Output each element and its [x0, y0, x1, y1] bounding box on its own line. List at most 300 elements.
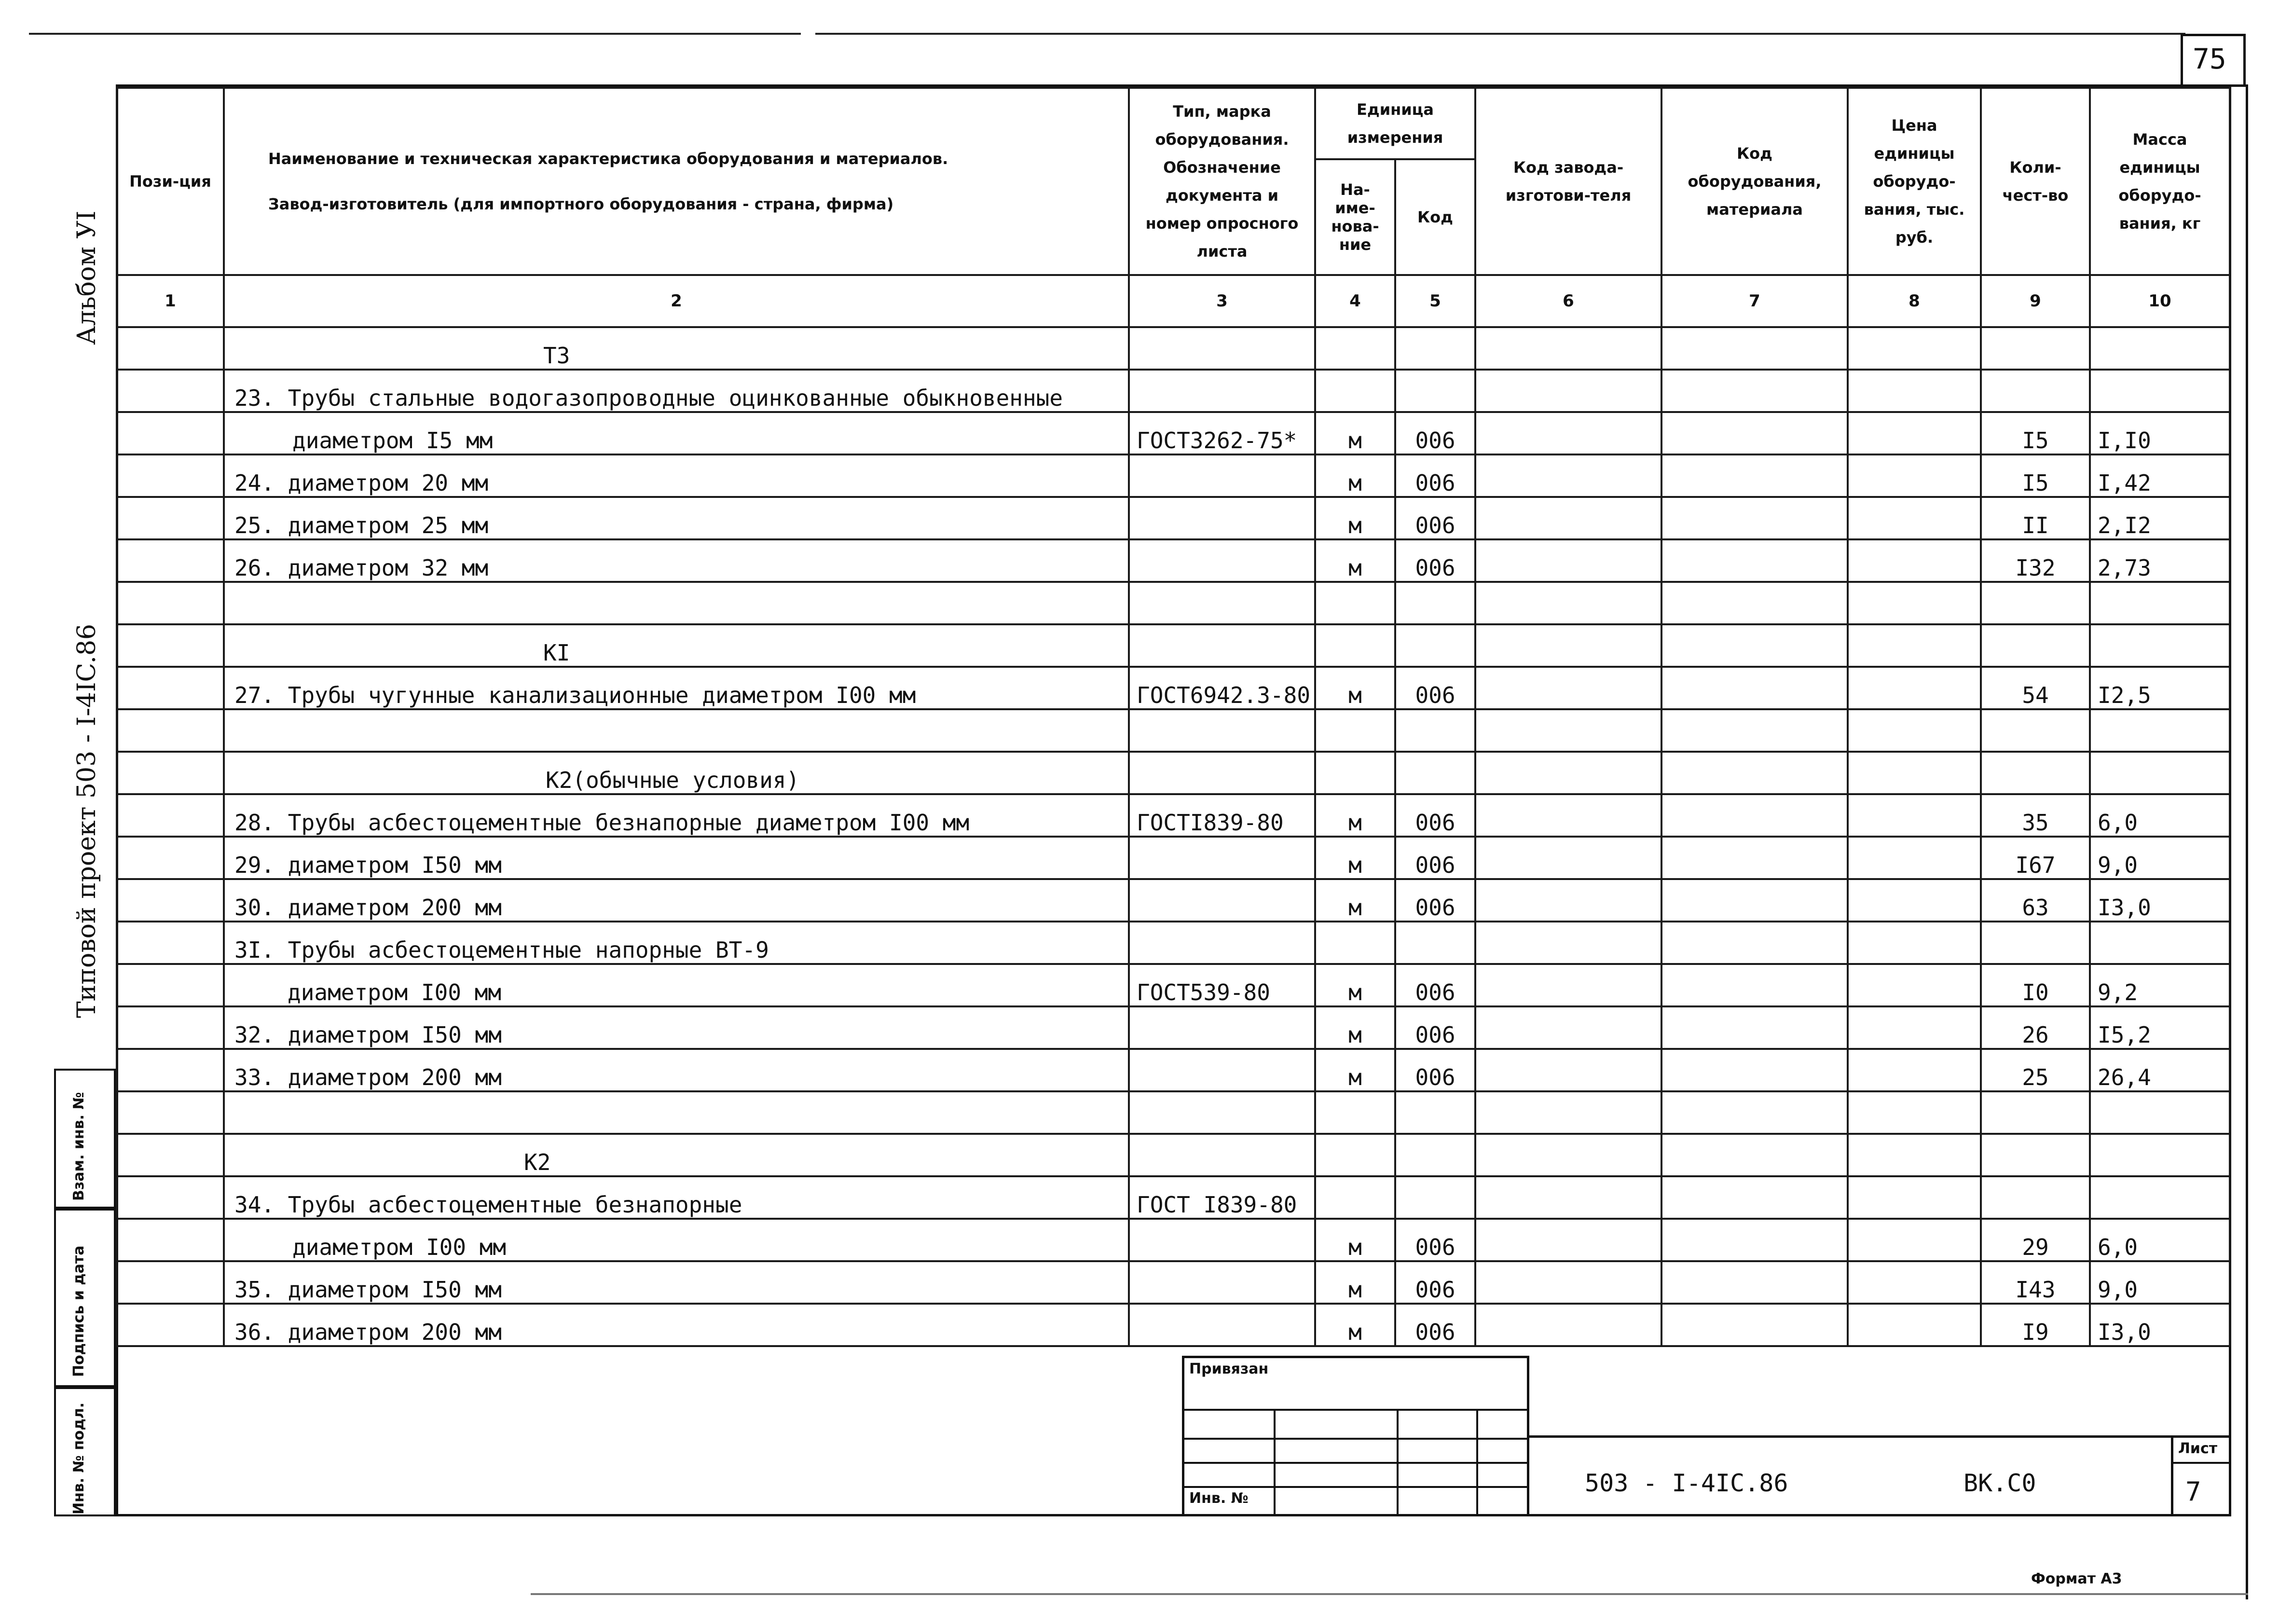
- cell-name-text: 33. диаметром 200 мм: [234, 1064, 502, 1090]
- cell-unit-text: м: [1348, 1022, 1362, 1048]
- col-number: 9: [1981, 275, 2090, 327]
- cell-mass: [2090, 667, 2230, 709]
- cell-equip-code: [1661, 370, 1848, 412]
- header-unit-name: На-име-нова-ние: [1315, 159, 1395, 275]
- cell-type: [1129, 1091, 1315, 1134]
- table-row: [117, 1219, 2230, 1261]
- cell-price: [1848, 667, 1981, 709]
- cell-price: [1848, 1006, 1981, 1049]
- cell-pos: [117, 1261, 224, 1304]
- cell-pos: [117, 497, 224, 539]
- cell-qty: [1981, 624, 2090, 667]
- cell-equip-code: [1661, 327, 1848, 370]
- cell-name: [224, 879, 1129, 922]
- cell-pos: [117, 624, 224, 667]
- cell-name: [224, 454, 1129, 497]
- cell-factory-code: [1475, 327, 1661, 370]
- cell-code-text: 006: [1415, 810, 1455, 836]
- cell-name: [224, 1304, 1129, 1346]
- cell-type: [1129, 624, 1315, 667]
- cell-code-text: 006: [1415, 1064, 1455, 1090]
- cell-equip-code: [1661, 837, 1848, 879]
- cell-pos: [117, 964, 224, 1006]
- cell-unit: [1315, 582, 1395, 624]
- table-row: [117, 752, 2230, 794]
- cell-mass: [2090, 1049, 2230, 1091]
- cell-price: [1848, 412, 1981, 454]
- cell-unit: [1315, 1176, 1395, 1219]
- cell-type: [1129, 1304, 1315, 1346]
- cell-pos: [117, 582, 224, 624]
- cell-pos: [117, 1049, 224, 1091]
- cell-name-text: 32. диаметром I50 мм: [234, 1022, 502, 1048]
- cell-qty-text: I5: [2022, 470, 2049, 496]
- cell-type: [1129, 794, 1315, 837]
- cell-mass-text: I,I0: [2098, 427, 2151, 454]
- cell-qty: [1981, 1176, 2090, 1219]
- cell-equip-code: [1661, 752, 1848, 794]
- cell-equip-code: [1661, 1219, 1848, 1261]
- cell-unit: [1315, 1091, 1395, 1134]
- cell-mass-text: I3,0: [2098, 895, 2151, 921]
- header-pos: Пози-ция: [117, 88, 224, 275]
- col-number: 8: [1848, 275, 1981, 327]
- right-edge-line: [2246, 84, 2248, 1599]
- cell-code-text: 006: [1415, 852, 1455, 878]
- cell-price: [1848, 1134, 1981, 1176]
- cell-pos: [117, 454, 224, 497]
- cell-factory-code: [1475, 1304, 1661, 1346]
- cell-unit: [1315, 1219, 1395, 1261]
- cell-pos: [117, 837, 224, 879]
- cell-code: [1395, 1304, 1475, 1346]
- cell-unit: [1315, 327, 1395, 370]
- cell-name-text: K2(обычные условия): [546, 767, 800, 793]
- cell-code-text: 006: [1415, 470, 1455, 496]
- cell-name-text: диаметром I00 мм: [292, 1234, 507, 1260]
- cell-code: [1395, 497, 1475, 539]
- cell-mass: [2090, 370, 2230, 412]
- cell-unit: [1315, 1006, 1395, 1049]
- cell-code: [1395, 752, 1475, 794]
- cell-name-text: 24. диаметром 20 мм: [234, 470, 489, 496]
- cell-unit-text: м: [1348, 682, 1362, 708]
- cell-mass: [2090, 412, 2230, 454]
- cell-type: [1129, 1134, 1315, 1176]
- cell-type-text: ГОСТ3262-75*: [1137, 427, 1297, 454]
- cell-pos: [117, 1219, 224, 1261]
- cell-qty-text: I9: [2022, 1319, 2049, 1345]
- cell-price: [1848, 964, 1981, 1006]
- cell-qty: [1981, 497, 2090, 539]
- col-number: 4: [1315, 275, 1395, 327]
- cell-pos: [117, 370, 224, 412]
- cell-equip-code: [1661, 667, 1848, 709]
- cell-name: [224, 752, 1129, 794]
- cell-qty: [1981, 879, 2090, 922]
- cell-code: [1395, 1006, 1475, 1049]
- cell-code: [1395, 327, 1475, 370]
- table-row: [117, 837, 2230, 879]
- table-row: [117, 412, 2230, 454]
- cell-unit-text: м: [1348, 555, 1362, 581]
- cell-name-text: 3I. Трубы асбестоцементные напорные ВТ-9: [234, 937, 769, 963]
- cell-unit: [1315, 964, 1395, 1006]
- cell-mass: [2090, 1006, 2230, 1049]
- cell-equip-code: [1661, 1006, 1848, 1049]
- cell-unit: [1315, 1304, 1395, 1346]
- sheet-number: 7: [2185, 1476, 2201, 1507]
- cell-factory-code: [1475, 752, 1661, 794]
- cell-unit-text: м: [1348, 852, 1362, 878]
- cell-code-text: 006: [1415, 1277, 1455, 1303]
- stamp-podpis: [54, 1209, 116, 1387]
- cell-factory-code: [1475, 624, 1661, 667]
- cell-name: [224, 667, 1129, 709]
- cell-unit-text: м: [1348, 810, 1362, 836]
- cell-unit-text: м: [1348, 895, 1362, 921]
- cell-price: [1848, 624, 1981, 667]
- cell-pos: [117, 922, 224, 964]
- table-row: [117, 1134, 2230, 1176]
- cell-code: [1395, 922, 1475, 964]
- cell-code: [1395, 582, 1475, 624]
- cell-factory-code: [1475, 1261, 1661, 1304]
- cell-price: [1848, 1261, 1981, 1304]
- cell-code: [1395, 1219, 1475, 1261]
- cell-factory-code: [1475, 964, 1661, 1006]
- cell-equip-code: [1661, 879, 1848, 922]
- cell-factory-code: [1475, 497, 1661, 539]
- cell-mass: [2090, 327, 2230, 370]
- cell-type: [1129, 709, 1315, 752]
- cell-type: [1129, 922, 1315, 964]
- cell-name-text: 25. диаметром 25 мм: [234, 512, 489, 538]
- cell-type-text: ГОСТ539-80: [1137, 979, 1270, 1005]
- cell-type: [1129, 1219, 1315, 1261]
- cell-factory-code: [1475, 837, 1661, 879]
- header-name-line1: Наименование и техническая характеристика оборудования и материалов.: [268, 150, 948, 168]
- cell-price: [1848, 922, 1981, 964]
- cell-pos: [117, 539, 224, 582]
- cell-name-text: диаметром I00 мм: [288, 979, 502, 1005]
- table-row: [117, 539, 2230, 582]
- cell-name-text: 36. диаметром 200 мм: [234, 1319, 502, 1345]
- col-number: 1: [117, 275, 224, 327]
- cell-qty-text: 25: [2022, 1064, 2049, 1090]
- stamp-podpis-label: Подпись и дата: [70, 1245, 87, 1377]
- cell-type: [1129, 1176, 1315, 1219]
- cell-mass-text: 6,0: [2098, 810, 2138, 836]
- cell-name-text: 30. диаметром 200 мм: [234, 895, 502, 921]
- table-row: [117, 1261, 2230, 1304]
- cell-code: [1395, 1261, 1475, 1304]
- cell-mass-text: 9,0: [2098, 852, 2138, 878]
- format-label: Формат А3: [2031, 1570, 2122, 1587]
- cell-type: [1129, 752, 1315, 794]
- cell-qty-text: 26: [2022, 1022, 2049, 1048]
- cell-unit: [1315, 624, 1395, 667]
- cell-pos: [117, 1006, 224, 1049]
- cell-unit-text: м: [1348, 427, 1362, 454]
- tb-line: [1529, 1435, 2231, 1438]
- cell-equip-code: [1661, 412, 1848, 454]
- cell-qty: [1981, 1006, 2090, 1049]
- specification-table: [116, 87, 2231, 1347]
- album-label: Альбом УI: [72, 210, 101, 345]
- cell-code-text: 006: [1415, 512, 1455, 538]
- col-number: 3: [1129, 275, 1315, 327]
- cell-type: [1129, 370, 1315, 412]
- cell-code-text: 006: [1415, 427, 1455, 454]
- cell-name: [224, 370, 1129, 412]
- cell-name: [224, 1176, 1129, 1219]
- col-number: 7: [1661, 275, 1848, 327]
- table-row: [117, 327, 2230, 370]
- col-number: 6: [1475, 275, 1661, 327]
- cell-type-text: ГОСТ6942.3-80: [1137, 682, 1311, 708]
- cell-mass: [2090, 624, 2230, 667]
- cell-mass: [2090, 1261, 2230, 1304]
- cell-qty: [1981, 922, 2090, 964]
- cell-name-text: 35. диаметром I50 мм: [234, 1277, 502, 1303]
- top-rule-right: [815, 33, 2185, 35]
- cell-mass-text: I2,5: [2098, 682, 2151, 708]
- cell-equip-code: [1661, 922, 1848, 964]
- cell-qty: [1981, 752, 2090, 794]
- cell-code-text: 006: [1415, 1234, 1455, 1260]
- header-unit-code: Код: [1395, 159, 1475, 275]
- cell-mass: [2090, 1134, 2230, 1176]
- cell-unit: [1315, 497, 1395, 539]
- cell-factory-code: [1475, 1176, 1661, 1219]
- col-number: 2: [224, 275, 1129, 327]
- table-row: [117, 1304, 2230, 1346]
- bottom-rule: [531, 1593, 2248, 1595]
- cell-qty: [1981, 1134, 2090, 1176]
- cell-mass: [2090, 582, 2230, 624]
- tb-line: [2171, 1435, 2173, 1516]
- cell-name-text: 27. Трубы чугунные канализационные диаметром I00 мм: [234, 682, 916, 708]
- cell-price: [1848, 582, 1981, 624]
- doc-mark: ВК.С0: [1963, 1469, 2036, 1497]
- cell-factory-code: [1475, 412, 1661, 454]
- cell-qty: [1981, 964, 2090, 1006]
- cell-code: [1395, 370, 1475, 412]
- cell-mass: [2090, 454, 2230, 497]
- cell-factory-code: [1475, 582, 1661, 624]
- cell-pos: [117, 1176, 224, 1219]
- table-row: [117, 879, 2230, 922]
- cell-type: [1129, 879, 1315, 922]
- cell-mass: [2090, 922, 2230, 964]
- table-row: [117, 922, 2230, 964]
- cell-type: [1129, 837, 1315, 879]
- cell-name: [224, 1134, 1129, 1176]
- cell-mass: [2090, 1304, 2230, 1346]
- cell-code: [1395, 964, 1475, 1006]
- cell-factory-code: [1475, 667, 1661, 709]
- cell-factory-code: [1475, 1219, 1661, 1261]
- cell-code-text: 006: [1415, 1319, 1455, 1345]
- col-number: 10: [2090, 275, 2230, 327]
- cell-name: [224, 624, 1129, 667]
- header-name-line2: Завод-изготовитель (для импортного оборудования - страна, фирма): [268, 195, 894, 213]
- cell-price: [1848, 1176, 1981, 1219]
- cell-name-text: 23. Трубы стальные водогазопроводные оцинкованные обыкновенные: [234, 385, 1063, 411]
- cell-factory-code: [1475, 922, 1661, 964]
- cell-qty: [1981, 667, 2090, 709]
- cell-equip-code: [1661, 624, 1848, 667]
- cell-code: [1395, 1134, 1475, 1176]
- cell-code: [1395, 709, 1475, 752]
- cell-qty: [1981, 1091, 2090, 1134]
- cell-code: [1395, 667, 1475, 709]
- cell-name: [224, 1049, 1129, 1091]
- cell-type: [1129, 667, 1315, 709]
- cell-qty-text: II: [2022, 512, 2049, 538]
- tb-line: [1476, 1409, 1478, 1516]
- header-unit: Единица измерения: [1315, 88, 1475, 159]
- cell-mass-text: 9,0: [2098, 1277, 2138, 1303]
- cell-pos: [117, 1304, 224, 1346]
- top-rule-left: [29, 33, 801, 35]
- table-row: [117, 370, 2230, 412]
- cell-unit-text: м: [1348, 512, 1362, 538]
- cell-price: [1848, 1049, 1981, 1091]
- cell-equip-code: [1661, 454, 1848, 497]
- cell-type: [1129, 582, 1315, 624]
- header-name: [224, 88, 1129, 275]
- cell-mass: [2090, 794, 2230, 837]
- cell-qty-text: 63: [2022, 895, 2049, 921]
- tb-line: [1397, 1409, 1399, 1516]
- cell-name: [224, 1006, 1129, 1049]
- cell-qty: [1981, 1219, 2090, 1261]
- cell-price: [1848, 794, 1981, 837]
- cell-price: [1848, 1304, 1981, 1346]
- cell-factory-code: [1475, 454, 1661, 497]
- cell-code-text: 006: [1415, 555, 1455, 581]
- cell-factory-code: [1475, 709, 1661, 752]
- project-label: Типовой проект 503 - I-4IC.86: [72, 623, 101, 1018]
- cell-pos: [117, 752, 224, 794]
- cell-name: [224, 794, 1129, 837]
- privyazan-label: Привязан: [1189, 1361, 1269, 1377]
- cell-unit-text: м: [1348, 1234, 1362, 1260]
- cell-mass: [2090, 709, 2230, 752]
- cell-price: [1848, 370, 1981, 412]
- cell-pos: [117, 879, 224, 922]
- cell-type: [1129, 964, 1315, 1006]
- table-row: [117, 1176, 2230, 1219]
- header-price: Цена единицы оборудо-вания, тыс. руб.: [1848, 88, 1981, 275]
- cell-qty-text: I67: [2015, 852, 2056, 878]
- inv-no-label: Инв. №: [1189, 1490, 1249, 1507]
- cell-name: [224, 412, 1129, 454]
- cell-pos: [117, 709, 224, 752]
- cell-name: [224, 837, 1129, 879]
- cell-factory-code: [1475, 370, 1661, 412]
- stamp-inv: [54, 1387, 116, 1516]
- cell-mass: [2090, 1091, 2230, 1134]
- cell-factory-code: [1475, 794, 1661, 837]
- cell-qty: [1981, 412, 2090, 454]
- cell-type-text: ГОСТI839-80: [1137, 810, 1284, 836]
- cell-unit-text: м: [1348, 1064, 1362, 1090]
- cell-qty: [1981, 837, 2090, 879]
- cell-mass-text: I3,0: [2098, 1319, 2151, 1345]
- cell-type-text: ГОСТ I839-80: [1137, 1192, 1297, 1218]
- cell-unit: [1315, 794, 1395, 837]
- cell-unit: [1315, 539, 1395, 582]
- cell-equip-code: [1661, 497, 1848, 539]
- cell-factory-code: [1475, 1049, 1661, 1091]
- cell-name-text: KI: [543, 640, 570, 666]
- cell-mass-text: 6,0: [2098, 1234, 2138, 1260]
- cell-unit-text: м: [1348, 1277, 1362, 1303]
- cell-unit: [1315, 454, 1395, 497]
- cell-qty: [1981, 539, 2090, 582]
- cell-qty: [1981, 582, 2090, 624]
- cell-price: [1848, 1091, 1981, 1134]
- page-number: 75: [2193, 42, 2226, 75]
- cell-type: [1129, 1049, 1315, 1091]
- header-type: Тип, марка оборудования. Обозначение документа и номер опросного листа: [1129, 88, 1315, 275]
- cell-unit: [1315, 1261, 1395, 1304]
- cell-qty-text: I32: [2015, 555, 2056, 581]
- cell-mass: [2090, 1219, 2230, 1261]
- cell-qty-text: I0: [2022, 979, 2049, 1005]
- table-row: [117, 709, 2230, 752]
- cell-unit-text: м: [1348, 470, 1362, 496]
- cell-type: [1129, 1006, 1315, 1049]
- cell-qty-text: 54: [2022, 682, 2049, 708]
- cell-name-text: 29. диаметром I50 мм: [234, 852, 502, 878]
- cell-price: [1848, 837, 1981, 879]
- cell-unit-text: м: [1348, 1319, 1362, 1345]
- cell-price: [1848, 1219, 1981, 1261]
- cell-pos: [117, 1091, 224, 1134]
- cell-price: [1848, 454, 1981, 497]
- cell-code: [1395, 539, 1475, 582]
- cell-pos: [117, 327, 224, 370]
- cell-code: [1395, 624, 1475, 667]
- cell-name: [224, 709, 1129, 752]
- table-row: [117, 582, 2230, 624]
- cell-equip-code: [1661, 582, 1848, 624]
- cell-unit: [1315, 709, 1395, 752]
- cell-factory-code: [1475, 1091, 1661, 1134]
- cell-name-text: 28. Трубы асбестоцементные безнапорные диаметром I00 мм: [234, 810, 970, 836]
- cell-type: [1129, 497, 1315, 539]
- header-factory-code: Код завода-изготови-теля: [1475, 88, 1661, 275]
- header-qty: Коли-чест-во: [1981, 88, 2090, 275]
- table-row: [117, 1049, 2230, 1091]
- cell-qty-text: 29: [2022, 1234, 2049, 1260]
- cell-code: [1395, 1091, 1475, 1134]
- sheet-label: Лист: [2178, 1440, 2218, 1457]
- cell-unit: [1315, 1134, 1395, 1176]
- cell-factory-code: [1475, 539, 1661, 582]
- cell-name-text: T3: [543, 343, 570, 369]
- cell-code-text: 006: [1415, 1022, 1455, 1048]
- cell-qty: [1981, 454, 2090, 497]
- table-row: [117, 794, 2230, 837]
- cell-mass: [2090, 497, 2230, 539]
- cell-qty: [1981, 1049, 2090, 1091]
- cell-price: [1848, 752, 1981, 794]
